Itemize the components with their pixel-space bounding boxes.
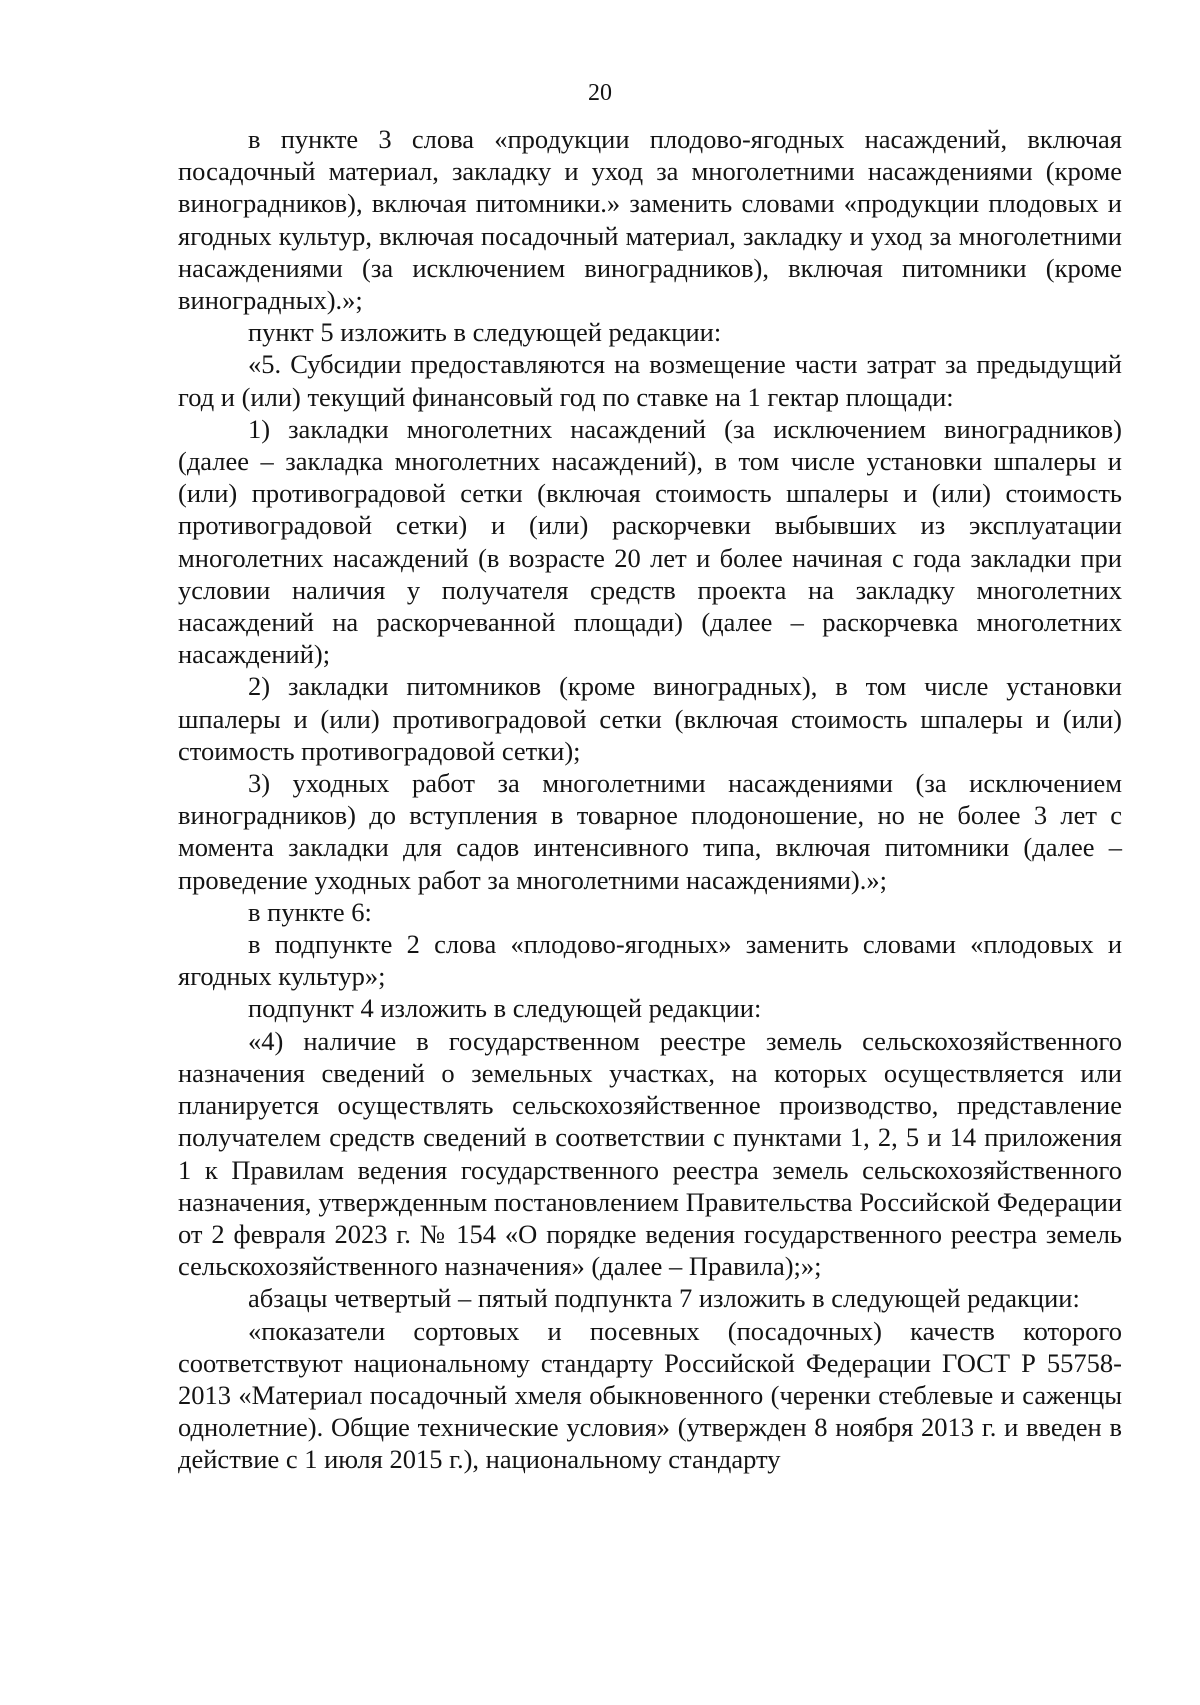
paragraph-item-6-subitem-4-intro: подпункт 4 изложить в следующей редакции: <box>248 993 762 1024</box>
paragraph-item-5-intro: пункт 5 изложить в следующей редакции: <box>248 317 722 348</box>
paragraph-subitem-7-text: «показатели сортовых и посевных (посадочных) качеств которого соответствуют национальному стандарту Российской Федерации ГОСТ Р 55758-2013 «Материал посадочный хмеля обыкновенного (черенки стеблевые и саженцы однолетние). Общие технические условия» (утвержден 8 ноября 2013 г. и введен в действие с 1 июля 2015 г.), национальному стандарту <box>178 1315 1122 1475</box>
paragraph-item-5-subsidies: «5. Субсидии предоставляются на возмещение части затрат за предыдущий год и (или) текущий финансовый год по ставке на 1 гектар площади: <box>178 349 1122 412</box>
document-body <box>178 123 1122 1476</box>
paragraph-item-6-subitem-4-text: «4) наличие в государственном реестре земель сельскохозяйственного назначения сведений о земельных участках, на которых осуществляется или планируется осуществлять сельскохозяйственное производство, представление получателем средств сведений в соответствии с пунктами 1, 2, 5 и 14 приложения 1 к Правилам ведения государственного реестра земель сельскохозяйственного назначения, утвержденным постановлением Правительства Российской Федерации от 2 февраля 2023 г. № 154 «О порядке ведения государственного реестра земель сельскохозяйственного назначения» (далее – Правила);»; <box>178 1025 1122 1282</box>
paragraph-item-3-amendment: в пункте 3 слова «продукции плодово-ягодных насаждений, включая посадочный материал, закладку и уход за многолетними насаждениями (кроме виноградников), включая питомники.» заменить словами «продукции плодовых и ягодных культур, включая посадочный материал, закладку и уход за многолетними насаждениями (за исключением виноградников), включая питомники (кроме виноградных).»; <box>178 124 1122 316</box>
paragraph-item-6-subitem-2: в подпункте 2 слова «плодово-ягодных» заменить словами «плодовых и ягодных культур»; <box>178 929 1122 992</box>
paragraph-subitem-2: 2) закладки питомников (кроме виноградных), в том числе установки шпалеры и (или) противоградовой сетки (включая стоимость шпалеры и (или) стоимость противоградовой сетки); <box>178 671 1122 766</box>
paragraph-subitem-7-intro: абзацы четвертый – пятый подпункта 7 изложить в следующей редакции: <box>248 1283 1080 1314</box>
paragraph-subitem-3: 3) уходных работ за многолетними насаждениями (за исключением виноградников) до вступления в товарное плодоношение, но не более 3 лет с момента закладки для садов интенсивного типа, включая питомники (далее – проведение уходных работ за многолетними насаждениями).»; <box>178 768 1122 895</box>
paragraph-subitem-1: 1) закладки многолетних насаждений (за исключением виноградников) (далее – закладка многолетних насаждений), в том числе установки шпалеры и (или) противоградовой сетки (включая стоимость шпалеры и (или) стоимость противоградовой сетки) и (или) раскорчевки выбывших из эксплуатации многолетних насаждений (в возрасте 20 лет и более начиная с года закладки при условии наличия у получателя средств проекта на закладку многолетних насаждений на раскорчеванной площади) (далее – раскорчевка многолетних насаждений); <box>178 413 1122 670</box>
page-number: 20 <box>588 80 612 106</box>
paragraph-item-6-intro: в пункте 6: <box>248 896 372 927</box>
